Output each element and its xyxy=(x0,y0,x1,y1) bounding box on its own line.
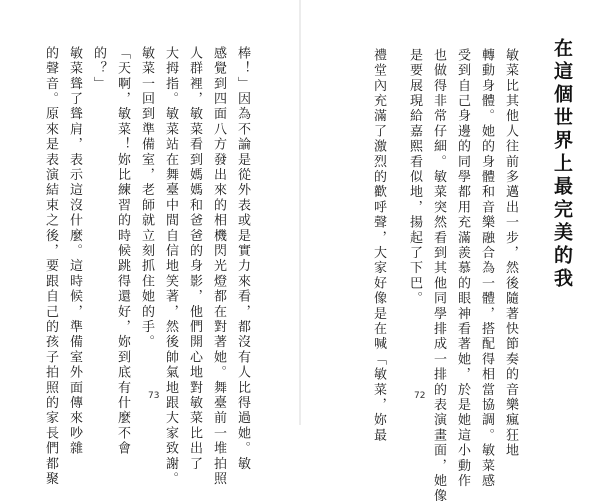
text-column: 大拇指。敏菜站在舞臺中間自信地笑著，然後帥氣地跟大家致謝。 xyxy=(163,46,178,487)
text-column: 「天啊，敏菜！妳比練習的時候跳得還好，妳到底有什麼不會 xyxy=(115,46,130,457)
text-column: 敏菜一回到準備室，老師就立刻抓住她的手。 xyxy=(139,46,154,350)
paragraph-gap xyxy=(390,48,402,378)
chapter-title: 在這個世界上最完美的我 xyxy=(551,38,573,291)
text-column: 的？」 xyxy=(91,46,106,92)
text-column: 禮堂內充滿了激烈的歡呼聲，大家好像是在喊「敏菜，妳最 xyxy=(371,48,386,444)
text-column: 是要展現給嘉熙看似地，揚起了下巴。 xyxy=(407,48,422,307)
text-column: 也做得非常仔細。敏菜突然看到其他同學排成一排的表演畫面，她像 xyxy=(431,48,446,504)
text-column: 人群裡，敏菜看到媽媽和爸爸的身影，他們開心地對敏菜比出了 xyxy=(187,46,202,472)
text-column: 感覺到四面八方發出來的相機閃光燈都在對著她。舞臺前一堆拍照 xyxy=(211,46,226,487)
text-column: 的聲音。原來是表演結束之後，要跟自己的孩子拍照的家長們都聚 xyxy=(43,46,58,487)
text-column: 受到自己身邊的同學都用充滿羨慕的眼神看著她，於是她這小動作 xyxy=(455,48,470,489)
page-number-left: 73 xyxy=(148,391,160,401)
right-page xyxy=(300,0,600,504)
page-number-right: 72 xyxy=(414,391,426,401)
text-column: 敏菜聳了聳肩，表示這沒什麼。這時候，準備室外面傳來吵雜 xyxy=(67,46,82,457)
text-column: 轉動身體。她的身體和音樂融合為一體，搭配得相當協調。敏菜感 xyxy=(479,48,494,489)
text-column: 敏菜比其他人往前多邁出一步，然後隨著快節奏的音樂瘋狂地 xyxy=(503,48,518,459)
text-column: 棒！」因為不論是從外表或是實力來看，都沒有人比得過她。敏 xyxy=(235,46,250,472)
left-page xyxy=(0,0,300,487)
